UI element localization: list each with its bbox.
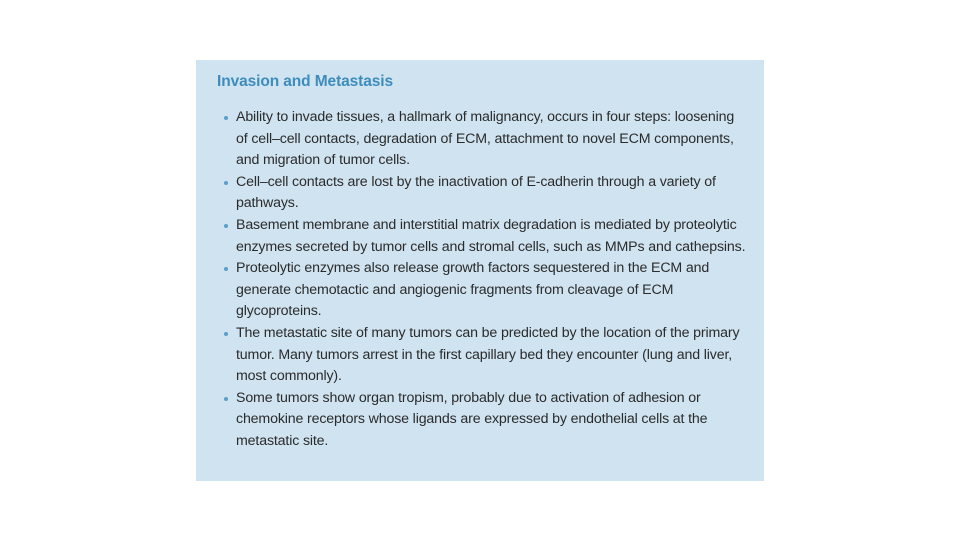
bullet-dot-icon xyxy=(224,181,228,185)
bullet-text: Cell–cell contacts are lost by the inactivation of E-cadherin through a variety of pathways. xyxy=(236,173,716,212)
bullet-dot-icon xyxy=(224,116,228,120)
bullet-list xyxy=(217,107,746,453)
bullet-item xyxy=(217,323,746,388)
bullet-dot-icon xyxy=(224,332,228,336)
bullet-item xyxy=(217,107,746,172)
bullet-dot-icon xyxy=(224,224,228,228)
summary-box xyxy=(196,60,764,481)
bullet-item xyxy=(217,172,746,215)
bullet-item xyxy=(217,215,746,258)
bullet-text: Proteolytic enzymes also release growth factors sequestered in the ECM and generate chemotactic and angiogenic fragments from cleavage of ECM glycoproteins. xyxy=(236,260,710,320)
bullet-text: Some tumors show organ tropism, probably due to activation of adhesion or chemokine receptors whose ligands are expressed by endothelial cells at the metastatic site. xyxy=(236,389,708,449)
bullet-dot-icon xyxy=(224,267,228,271)
box-title: Invasion and Metastasis xyxy=(217,73,394,90)
bullet-dot-icon xyxy=(224,397,228,401)
bullet-item xyxy=(217,388,746,453)
bullet-text: The metastatic site of many tumors can be predicted by the location of the primary tumor. Many tumors arrest in the first capillary bed they encounter (lung and liver, most commonly). xyxy=(236,324,740,385)
bullet-item xyxy=(217,258,746,323)
bullet-text: Basement membrane and interstitial matrix degradation is mediated by proteolytic enzymes secreted by tumor cells and stromal cells, such as MMPs and cathepsins. xyxy=(236,216,746,255)
bullet-text: Ability to invade tissues, a hallmark of malignancy, occurs in four steps: loosening of cell–cell contacts, degradation of ECM, attachment to novel ECM components, and migration of tumor cells. xyxy=(236,109,735,169)
